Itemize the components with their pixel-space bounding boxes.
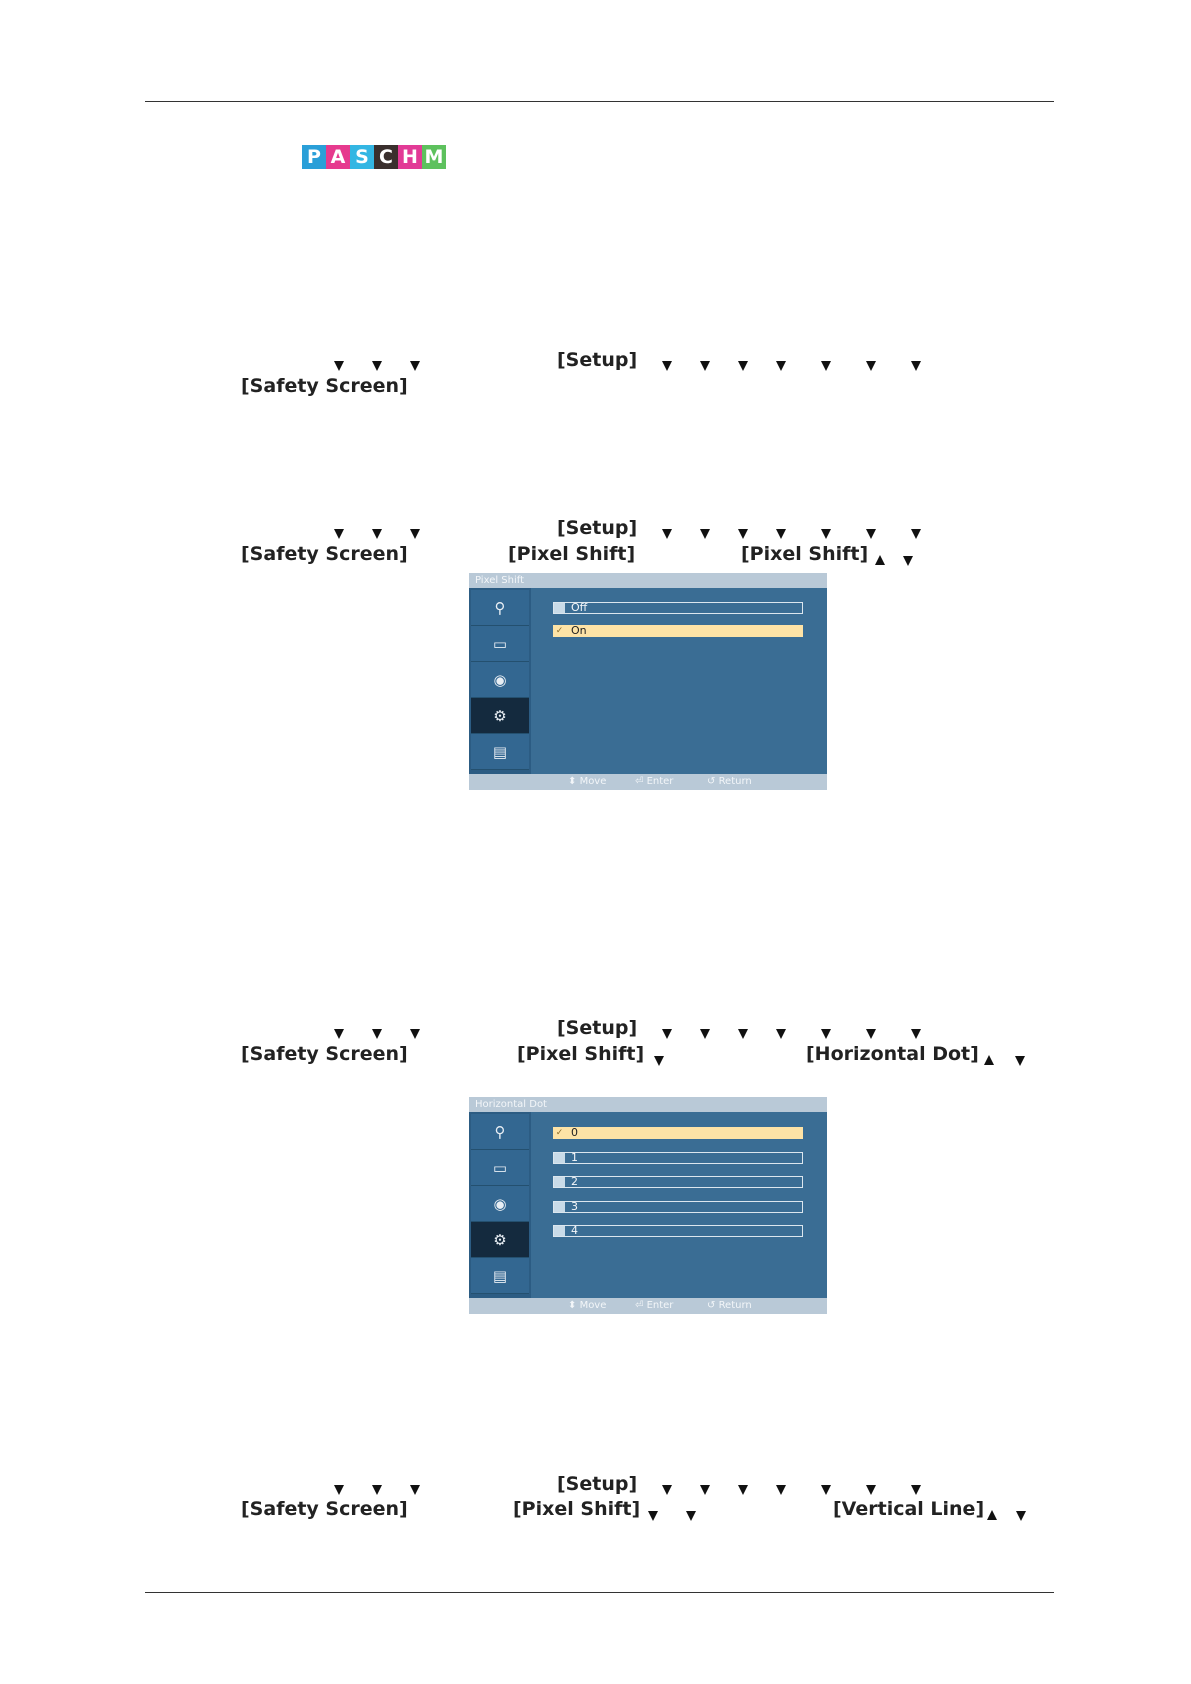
option-1[interactable] (553, 1152, 803, 1164)
osd-title: Horizontal Dot (469, 1097, 827, 1112)
paschm-mode-logo (302, 145, 446, 169)
up-arrow-icon (875, 555, 885, 565)
down-arrow-icon (410, 529, 420, 539)
down-arrow-icon (821, 1485, 831, 1495)
osd-title: Pixel Shift (469, 573, 827, 588)
down-arrow-icon (662, 361, 672, 371)
down-arrow-icon (410, 1485, 420, 1495)
pixel-shift-label: [Pixel Shift] (513, 1498, 641, 1520)
logo-letter: H (398, 145, 422, 169)
down-arrow-icon (911, 529, 921, 539)
logo-letter: S (350, 145, 374, 169)
move-hint: ⬍ Move (568, 776, 607, 787)
option-2[interactable] (553, 1176, 803, 1188)
option-off[interactable] (553, 602, 803, 614)
option-marker (554, 1226, 565, 1236)
down-arrow-icon (911, 1485, 921, 1495)
down-arrow-icon (821, 1029, 831, 1039)
picture-icon[interactable]: ▭ (471, 626, 529, 662)
down-arrow-icon (686, 1511, 696, 1521)
option-marker (554, 1177, 565, 1187)
logo-letter: C (374, 145, 398, 169)
option-label: 3 (571, 1200, 578, 1213)
down-arrow-icon (372, 529, 382, 539)
down-arrow-icon (866, 361, 876, 371)
osd-sidebar (469, 588, 531, 774)
down-arrow-icon (866, 1029, 876, 1039)
option-marker (554, 1153, 565, 1163)
down-arrow-icon (1016, 1511, 1026, 1521)
option-marker (554, 1202, 565, 1212)
enter-hint: ⏎ Enter (635, 1300, 674, 1311)
down-arrow-icon (738, 361, 748, 371)
setup-menu-label: [Setup] (557, 1017, 638, 1039)
down-arrow-icon (1015, 1056, 1025, 1066)
down-arrow-icon (662, 1485, 672, 1495)
check-icon: ✓ (555, 626, 564, 636)
pixel-shift-osd-screen (469, 573, 827, 790)
option-label: Off (571, 601, 588, 614)
pixel-shift-label: [Pixel Shift] (508, 543, 636, 565)
up-arrow-icon (984, 1055, 994, 1065)
down-arrow-icon (700, 529, 710, 539)
antenna-icon[interactable]: ⚲ (471, 1114, 529, 1150)
safety-screen-label: [Safety Screen] (241, 1498, 408, 1520)
option-on-selected[interactable] (553, 625, 803, 637)
osd-footer (469, 774, 827, 790)
safety-screen-label: [Safety Screen] (241, 543, 408, 565)
setup-menu-label: [Setup] (557, 349, 638, 371)
down-arrow-icon (821, 361, 831, 371)
down-arrow-icon (776, 529, 786, 539)
osd-footer (469, 1298, 827, 1314)
option-label: 1 (571, 1151, 578, 1164)
down-arrow-icon (334, 529, 344, 539)
down-arrow-icon (903, 556, 913, 566)
logo-letter: A (326, 145, 350, 169)
down-arrow-icon (654, 1056, 664, 1066)
pixel-shift-label: [Pixel Shift] (741, 543, 869, 565)
down-arrow-icon (776, 361, 786, 371)
down-arrow-icon (410, 361, 420, 371)
down-arrow-icon (700, 1485, 710, 1495)
vertical-line-label: [Vertical Line] (833, 1498, 985, 1520)
down-arrow-icon (372, 361, 382, 371)
safety-screen-label: [Safety Screen] (241, 375, 408, 397)
down-arrow-icon (334, 1485, 344, 1495)
sound-icon[interactable]: ◉ (471, 662, 529, 698)
option-4[interactable] (553, 1225, 803, 1237)
down-arrow-icon (866, 529, 876, 539)
check-icon: ✓ (555, 1128, 564, 1138)
setup-menu-label: [Setup] (557, 1473, 638, 1495)
down-arrow-icon (911, 361, 921, 371)
logo-letter: M (422, 145, 446, 169)
setup-menu-label: [Setup] (557, 517, 638, 539)
up-arrow-icon (987, 1510, 997, 1520)
down-arrow-icon (410, 1029, 420, 1039)
option-label: 2 (571, 1175, 578, 1188)
down-arrow-icon (911, 1029, 921, 1039)
option-3[interactable] (553, 1201, 803, 1213)
down-arrow-icon (372, 1029, 382, 1039)
down-arrow-icon (738, 529, 748, 539)
down-arrow-icon (662, 1029, 672, 1039)
horizontal-dot-label: [Horizontal Dot] (806, 1043, 979, 1065)
pixel-shift-label: [Pixel Shift] (517, 1043, 645, 1065)
down-arrow-icon (776, 1485, 786, 1495)
down-arrow-icon (372, 1485, 382, 1495)
setup-gear-icon[interactable]: ⚙ (471, 698, 529, 734)
setup-gear-icon[interactable]: ⚙ (471, 1222, 529, 1258)
down-arrow-icon (334, 1029, 344, 1039)
return-hint: ↺ Return (707, 1300, 752, 1311)
enter-hint: ⏎ Enter (635, 776, 674, 787)
move-hint: ⬍ Move (568, 1300, 607, 1311)
down-arrow-icon (700, 361, 710, 371)
sound-icon[interactable]: ◉ (471, 1186, 529, 1222)
multi-control-icon[interactable]: ▤ (471, 734, 529, 770)
down-arrow-icon (821, 529, 831, 539)
footer-rule (145, 1592, 1054, 1593)
option-label: On (571, 624, 587, 637)
option-marker (554, 603, 565, 613)
down-arrow-icon (662, 529, 672, 539)
antenna-icon[interactable]: ⚲ (471, 590, 529, 626)
down-arrow-icon (866, 1485, 876, 1495)
horizontal-dot-osd-screen (469, 1097, 827, 1314)
option-label: 0 (571, 1126, 578, 1139)
multi-control-icon[interactable]: ▤ (471, 1258, 529, 1294)
down-arrow-icon (648, 1511, 658, 1521)
osd-sidebar (469, 1112, 531, 1298)
down-arrow-icon (776, 1029, 786, 1039)
down-arrow-icon (334, 361, 344, 371)
down-arrow-icon (738, 1485, 748, 1495)
option-label: 4 (571, 1224, 578, 1237)
safety-screen-label: [Safety Screen] (241, 1043, 408, 1065)
return-hint: ↺ Return (707, 776, 752, 787)
option-0-selected[interactable] (553, 1127, 803, 1139)
logo-letter: P (302, 145, 326, 169)
picture-icon[interactable]: ▭ (471, 1150, 529, 1186)
down-arrow-icon (738, 1029, 748, 1039)
down-arrow-icon (700, 1029, 710, 1039)
header-rule (145, 101, 1054, 102)
